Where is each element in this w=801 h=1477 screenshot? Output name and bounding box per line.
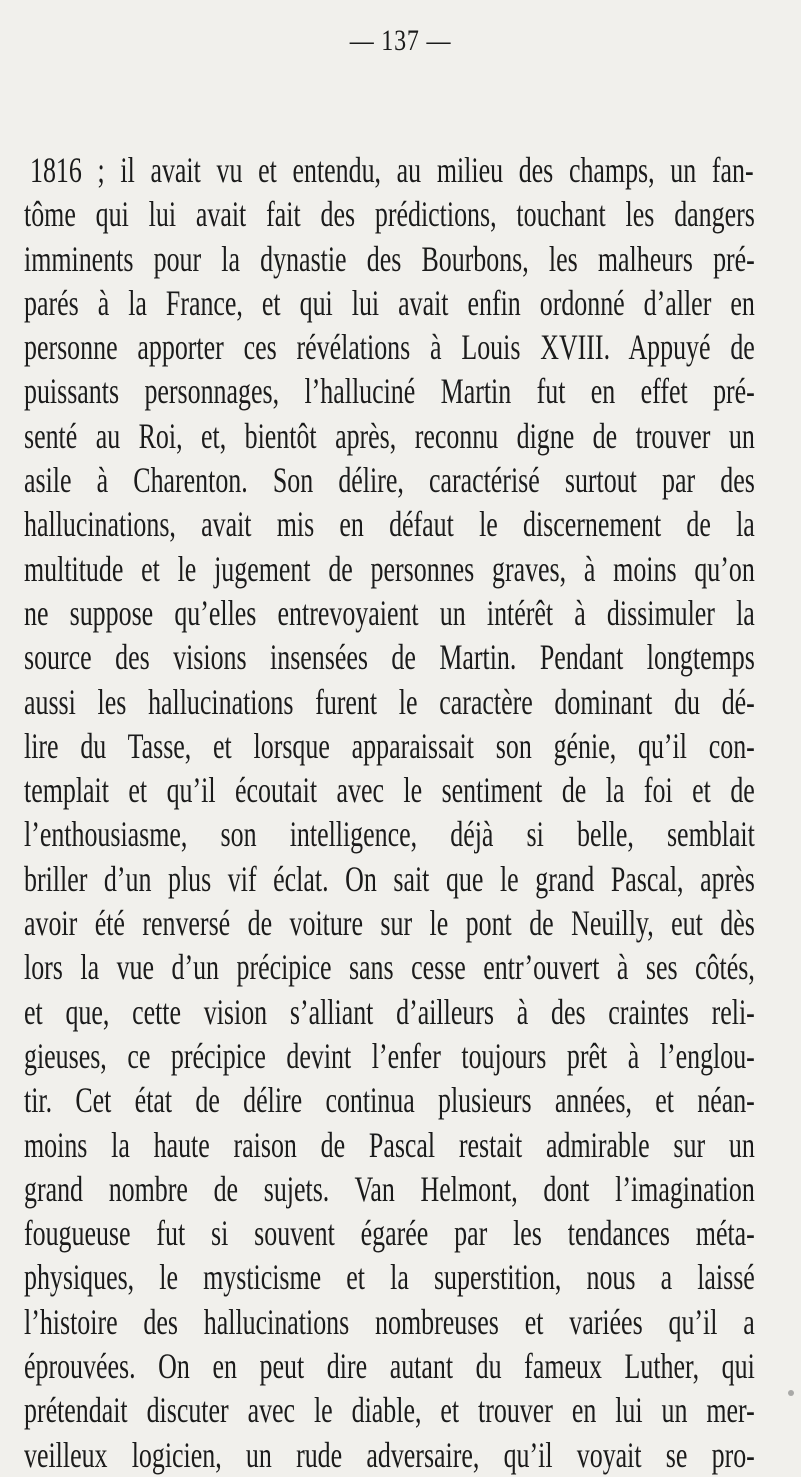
text-line: puissants personnages, l’halluciné Martin fut en effet pré- xyxy=(24,371,755,412)
body-text xyxy=(24,148,795,1477)
text-line: senté au Roi, et, bientôt après, reconnu digne de trouver un xyxy=(24,415,755,456)
text-line: asile à Charenton. Son délire, caractérisé surtout par des xyxy=(24,460,755,501)
text-line: personne apporter ces révélations à Louis XVIII. Appuyé de xyxy=(24,327,755,368)
text-line: et que, cette vision s’alliant d’ailleurs à des craintes reli- xyxy=(24,991,755,1032)
text-line: ne suppose qu’elles entrevoyaient un intérêt à dissimuler la xyxy=(24,592,755,633)
text-line: fougueuse fut si souvent égarée par les tendances méta- xyxy=(24,1213,755,1254)
text-line: templait et qu’il écoutait avec le sentiment de la foi et de xyxy=(24,770,755,811)
text-line: l’enthousiasme, son intelligence, déjà si belle, semblait xyxy=(24,814,755,855)
text-line: grand nombre de sujets. Van Helmont, dont l’imagination xyxy=(24,1168,755,1209)
text-line: source des visions insensées de Martin. Pendant longtemps xyxy=(24,637,755,678)
text-line: veilleux logicien, un rude adversaire, qu’il voyait se pro- xyxy=(24,1434,755,1475)
text-line: lors la vue d’un précipice sans cesse entr’ouvert à ses côtés, xyxy=(24,947,755,988)
text-line: prétendait discuter avec le diable, et trouver en lui un mer- xyxy=(24,1390,755,1431)
text-line: avoir été renversé de voiture sur le pont de Neuilly, eut dès xyxy=(24,903,755,944)
text-line: imminents pour la dynastie des Bourbons, les malheurs pré- xyxy=(24,238,755,279)
text-line: gieuses, ce précipice devint l’enfer toujours prêt à l’englou- xyxy=(24,1035,755,1076)
text-line: multitude et le jugement de personnes graves, à moins qu’on xyxy=(24,548,755,589)
text-line: briller d’un plus vif éclat. On sait que le grand Pascal, après xyxy=(24,858,755,899)
text-line: éprouvées. On en peut dire autant du fameux Luther, qui xyxy=(24,1346,755,1387)
text-line: 1816 ; il avait vu et entendu, au milieu des champs, un fan- xyxy=(30,150,754,190)
text-line: lire du Tasse, et lorsque apparaissait son génie, qu’il con- xyxy=(24,725,755,766)
text-line: tôme qui lui avait fait des prédictions, touchant les dangers xyxy=(24,194,755,235)
text-line: physiques, le mysticisme et la superstition, nous a laissé xyxy=(24,1257,755,1298)
text-line: parés à la France, et qui lui avait enfin ordonné d’aller en xyxy=(24,282,755,323)
text-line: moins la haute raison de Pascal restait admirable sur un xyxy=(24,1124,755,1165)
text-line: hallucinations, avait mis en défaut le discernement de la xyxy=(24,504,755,545)
scan-speck xyxy=(788,1390,794,1396)
text-line: tir. Cet état de délire continua plusieurs années, et néan- xyxy=(24,1080,755,1121)
text-line: l’histoire des hallucinations nombreuses et variées qu’il a xyxy=(24,1301,755,1342)
page-number: — 137 — xyxy=(349,24,452,57)
text-line: aussi les hallucinations furent le caractère dominant du dé- xyxy=(24,681,755,722)
